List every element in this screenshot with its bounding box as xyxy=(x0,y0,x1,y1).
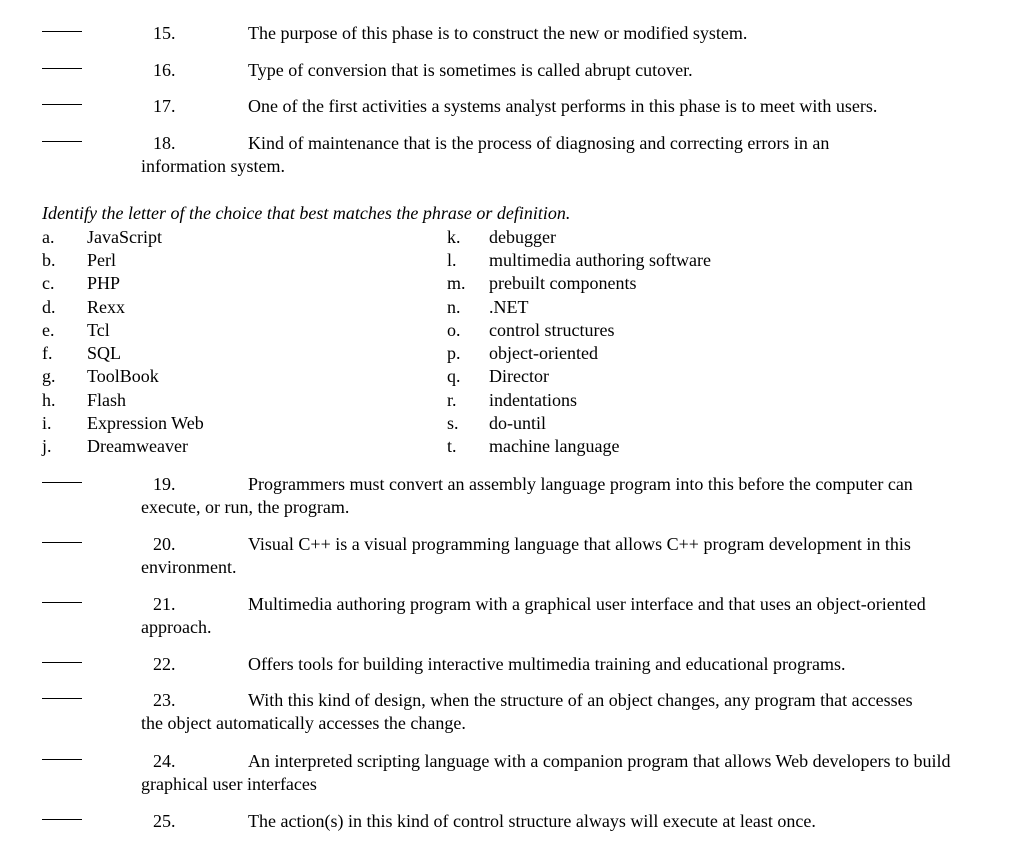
answer-blank[interactable] xyxy=(42,482,82,483)
choice-label: indentations xyxy=(489,390,577,410)
choice-letter: q. xyxy=(447,366,461,386)
choice-letter: e. xyxy=(42,320,55,340)
choice-letter: j. xyxy=(42,436,52,456)
question-text: With this kind of design, when the structure of an object changes, any program that accesses the object automatically accesses the change. xyxy=(141,690,913,733)
choice-letter: i. xyxy=(42,413,52,433)
question-text: The purpose of this phase is to construct the new or modified system. xyxy=(248,23,748,43)
question-number: 23. xyxy=(153,690,176,710)
choice-label: JavaScript xyxy=(87,227,162,247)
question-number: 16. xyxy=(153,60,176,80)
matching-instruction: Identify the letter of the choice that best matches the phrase or definition. xyxy=(42,203,571,223)
answer-blank[interactable] xyxy=(42,759,82,760)
answer-blank[interactable] xyxy=(42,542,82,543)
question-text: An interpreted scripting language with a companion program that allows Web developers to build graphical user interfaces xyxy=(141,751,951,794)
choice-letter: h. xyxy=(42,390,56,410)
choice-letter: b. xyxy=(42,250,56,270)
question-text: Multimedia authoring program with a graphical user interface and that uses an object-oriented approach. xyxy=(141,594,926,637)
choice-label: PHP xyxy=(87,273,121,293)
answer-blank[interactable] xyxy=(42,104,82,105)
answer-blank[interactable] xyxy=(42,819,82,820)
choice-label: prebuilt components xyxy=(489,273,637,293)
choice-label: Perl xyxy=(87,250,116,270)
choice-letter: g. xyxy=(42,366,56,386)
choice-label: do-until xyxy=(489,413,546,433)
question-text: One of the first activities a systems analyst performs in this phase is to meet with users. xyxy=(248,96,878,116)
choice-label: Tcl xyxy=(87,320,110,340)
choice-label: SQL xyxy=(87,343,122,363)
choice-letter: s. xyxy=(447,413,459,433)
choice-label: machine language xyxy=(489,436,620,456)
choice-letter: l. xyxy=(447,250,457,270)
question-number: 18. xyxy=(153,133,176,153)
question-text: Offers tools for building interactive multimedia training and educational programs. xyxy=(248,654,846,674)
question-text: Visual C++ is a visual programming language that allows C++ program development in this environment. xyxy=(141,534,911,577)
choice-letter: m. xyxy=(447,273,466,293)
question-number: 17. xyxy=(153,96,176,116)
choice-letter: f. xyxy=(42,343,53,363)
answer-blank[interactable] xyxy=(42,602,82,603)
choice-label: .NET xyxy=(489,297,529,317)
answer-blank[interactable] xyxy=(42,662,82,663)
question-text: Programmers must convert an assembly language program into this before the computer can execute, or run, the program. xyxy=(141,474,913,517)
choice-letter: t. xyxy=(447,436,457,456)
question-number: 20. xyxy=(153,534,176,554)
choice-label: debugger xyxy=(489,227,556,247)
question-number: 22. xyxy=(153,654,176,674)
question-number: 21. xyxy=(153,594,176,614)
choice-label: control structures xyxy=(489,320,615,340)
answer-blank[interactable] xyxy=(42,141,82,142)
choice-letter: r. xyxy=(447,390,457,410)
answer-blank[interactable] xyxy=(42,68,82,69)
choice-letter: p. xyxy=(447,343,461,363)
question-text: Kind of maintenance that is the process of diagnosing and correcting errors in an information system. xyxy=(141,133,830,176)
question-number: 15. xyxy=(153,23,176,43)
choice-letter: c. xyxy=(42,273,55,293)
choice-letter: k. xyxy=(447,227,461,247)
choice-letter: o. xyxy=(447,320,461,340)
question-text: The action(s) in this kind of control structure always will execute at least once. xyxy=(248,811,816,831)
question-number: 24. xyxy=(153,751,176,771)
choice-letter: a. xyxy=(42,227,55,247)
choice-label: ToolBook xyxy=(87,366,159,386)
choice-letter: n. xyxy=(447,297,461,317)
choice-label: Expression Web xyxy=(87,413,204,433)
answer-blank[interactable] xyxy=(42,31,82,32)
choice-letter: d. xyxy=(42,297,56,317)
answer-blank[interactable] xyxy=(42,698,82,699)
choice-label: Rexx xyxy=(87,297,125,317)
choice-label: multimedia authoring software xyxy=(489,250,711,270)
choice-label: Dreamweaver xyxy=(87,436,188,456)
question-number: 25. xyxy=(153,811,176,831)
question-text: Type of conversion that is sometimes is called abrupt cutover. xyxy=(248,60,693,80)
choice-label: Flash xyxy=(87,390,127,410)
choice-label: object-oriented xyxy=(489,343,598,363)
question-number: 19. xyxy=(153,474,176,494)
choice-label: Director xyxy=(489,366,549,386)
